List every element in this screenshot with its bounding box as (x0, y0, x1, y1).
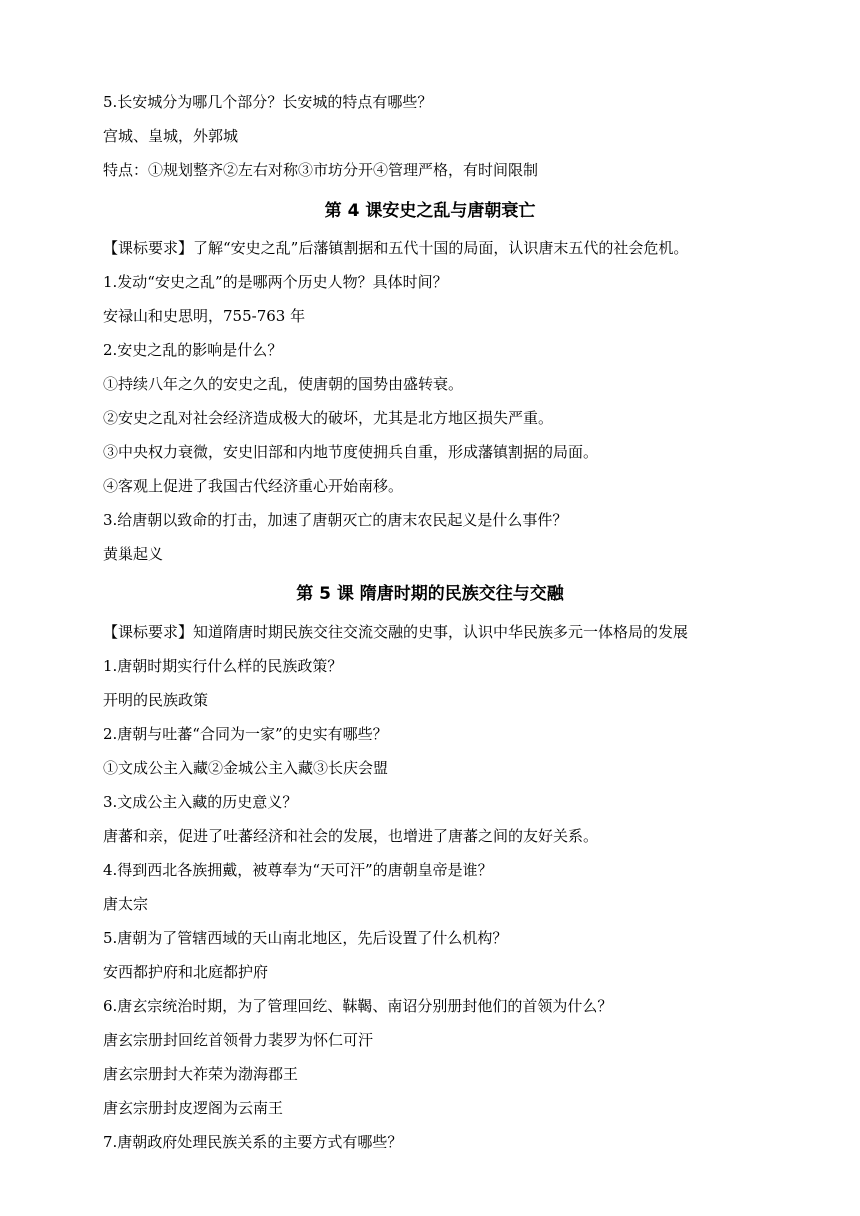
question-line: 2.唐朝与吐蕃“合同为一家”的史实有哪些？ (103, 725, 388, 743)
answer-line: ①持续八年之久的安史之乱，使唐朝的国势由盛转衰。 (103, 375, 464, 393)
answer-line: 唐太宗 (103, 895, 149, 913)
question-line: 1.发动“安史之乱”的是哪两个历史人物？具体时间？ (103, 273, 448, 291)
answer-line: 开明的民族政策 (103, 691, 209, 709)
question-line: 4.得到西北各族拥戴，被尊奉为“天可汗”的唐朝皇帝是谁？ (103, 861, 493, 879)
answer-line: 唐玄宗册封皮逻阁为云南王 (103, 1099, 284, 1117)
curriculum-requirement: 【课标要求】了解“安史之乱”后藩镇割据和五代十国的局面，认识唐末五代的社会危机。 (103, 239, 689, 257)
question-line: 2.安史之乱的影响是什么？ (103, 341, 283, 359)
curriculum-requirement: 【课标要求】知道隋唐时期民族交往交流交融的史事，认识中华民族多元一体格局的发展 (103, 623, 689, 641)
answer-line: ④客观上促进了我国古代经济重心开始南移。 (103, 477, 404, 495)
answer-line: 唐玄宗册封大祚荣为渤海郡王 (103, 1065, 299, 1083)
question-line: 3.给唐朝以致命的打击，加速了唐朝灭亡的唐末农民起义是什么事件？ (103, 511, 568, 529)
answer-line: 唐蕃和亲，促进了吐蕃经济和社会的发展，也增进了唐蕃之间的友好关系。 (103, 827, 599, 845)
question-line: 3.文成公主入藏的历史意义？ (103, 793, 298, 811)
answer-line: ①文成公主入藏②金城公主入藏③长庆会盟 (103, 759, 389, 777)
question-line: 5.唐朝为了管辖西域的天山南北地区，先后设置了什么机构？ (103, 929, 508, 947)
answer-line: 黄巢起义 (103, 545, 164, 563)
answer-line: 宫城、皇城，外郭城 (103, 127, 239, 145)
lesson-5-heading: 第 5 课 隋唐时期的民族交往与交融 (296, 584, 564, 604)
answer-line: 唐玄宗册封回纥首领骨力裴罗为怀仁可汗 (103, 1031, 374, 1049)
answer-line: 安禄山和史思明，755-763 年 (103, 307, 306, 325)
answer-line: ③中央权力衰微，安史旧部和内地节度使拥兵自重，形成藩镇割据的局面。 (103, 443, 599, 461)
answer-line: 安西都护府和北庭都护府 (103, 963, 269, 981)
question-line: 1.唐朝时期实行什么样的民族政策？ (103, 657, 343, 675)
question-line: 6.唐玄宗统治时期，为了管理回纥、靺鞨、南诏分别册封他们的首领为什么？ (103, 997, 613, 1015)
question-line: 7.唐朝政府处理民族关系的主要方式有哪些？ (103, 1133, 403, 1151)
question-line: 5.长安城分为哪几个部分？长安城的特点有哪些？ (103, 93, 433, 111)
answer-line: 特点：①规划整齐②左右对称③市坊分开④管理严格，有时间限制 (103, 161, 539, 179)
answer-line: ②安史之乱对社会经济造成极大的破坏，尤其是北方地区损失严重。 (103, 409, 554, 427)
lesson-4-heading: 第 4 课安史之乱与唐朝衰亡 (324, 201, 536, 221)
